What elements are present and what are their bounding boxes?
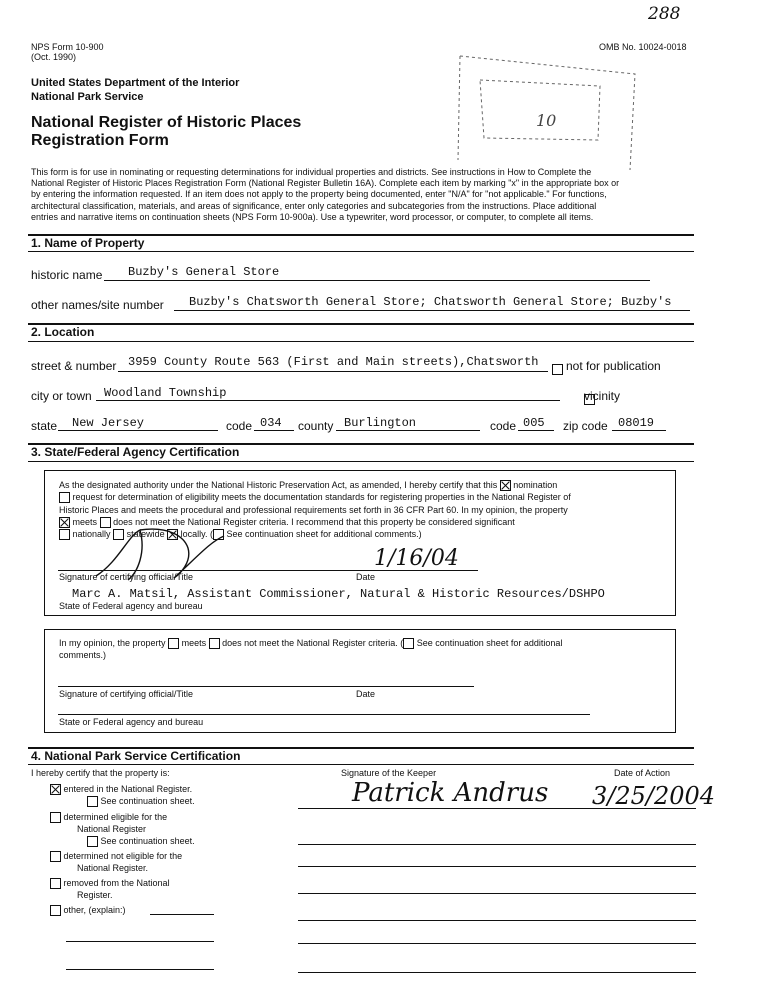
meets-label: meets bbox=[72, 517, 98, 527]
other-option bbox=[50, 905, 126, 916]
signed-date: 1/16/04 bbox=[374, 546, 459, 571]
keeper-line bbox=[298, 893, 696, 894]
received-stamp bbox=[440, 40, 650, 180]
cert-text: does not meet the National Register criteria. I recommend that this property be considered significant bbox=[113, 517, 515, 527]
rule bbox=[28, 461, 694, 462]
form-title bbox=[31, 114, 301, 150]
nationally-label: nationally bbox=[72, 529, 111, 539]
date-2-label: Date bbox=[356, 689, 376, 699]
not-for-publication-checkbox[interactable] bbox=[552, 364, 563, 375]
intro-line: National Register of Historic Places Registration Form (National Register Bulletin 16A). Complete each item by marking "x" in the appropriate box or bbox=[31, 178, 620, 189]
county-label: county bbox=[298, 419, 334, 433]
opinion-see-label: See continuation sheet for additional bbox=[416, 638, 563, 648]
cert-text: As the designated authority under the National Historic Preservation Act, as amended, I hereby certify that this bbox=[59, 480, 498, 490]
form-title-line-1: National Register of Historic Places bbox=[31, 114, 302, 131]
form-title-line-2: Registration Form bbox=[31, 132, 169, 149]
street-label: street & number bbox=[31, 359, 117, 373]
statewide-label: statewide bbox=[126, 529, 165, 539]
keeper-line bbox=[298, 866, 696, 867]
entered-option bbox=[50, 784, 192, 795]
opinion-line-1 bbox=[59, 638, 562, 649]
zip-label: zip code bbox=[563, 419, 608, 433]
entered-label: entered in the National Register. bbox=[63, 784, 193, 794]
intro-line: by entering the information requested. If an item does not apply to the property being documented, enter "N/A" for "not applicable." For functions, bbox=[31, 189, 607, 200]
other-checkbox[interactable] bbox=[50, 905, 61, 916]
certify-label: I hereby certify that the property is: bbox=[31, 768, 170, 778]
cert-line-2 bbox=[59, 492, 571, 503]
other-line bbox=[66, 969, 214, 970]
det-eligible-continuation bbox=[87, 836, 195, 847]
other-label: other, (explain:) bbox=[63, 905, 126, 915]
county-value[interactable]: Burlington bbox=[344, 416, 417, 430]
det-eligible-continuation-checkbox[interactable] bbox=[87, 836, 98, 847]
locally-label: locally. ( bbox=[180, 529, 213, 539]
det-eligible-option bbox=[50, 812, 167, 823]
state-code-label: code bbox=[226, 419, 253, 433]
det-eligible-continuation-label: See continuation sheet. bbox=[100, 836, 195, 846]
request-determination-checkbox[interactable] bbox=[59, 492, 70, 503]
agency-line-1: United States Department of the Interior bbox=[31, 77, 240, 89]
entered-continuation-checkbox[interactable] bbox=[87, 796, 98, 807]
historic-name-value[interactable]: Buzby's General Store bbox=[128, 265, 280, 279]
cert-line-1 bbox=[59, 480, 557, 491]
rule bbox=[28, 323, 694, 325]
entered-continuation bbox=[87, 796, 195, 807]
see-continuation-label: See continuation sheet for additional comments.) bbox=[226, 529, 422, 539]
opinion-meets-checkbox[interactable] bbox=[168, 638, 179, 649]
keeper-line bbox=[298, 844, 696, 845]
signature-line bbox=[58, 686, 474, 687]
corner-mark: 288 bbox=[648, 4, 681, 24]
det-not-eligible-label-2: National Register. bbox=[77, 863, 149, 873]
entered-checkbox[interactable] bbox=[50, 784, 61, 795]
agency-heading bbox=[31, 76, 239, 104]
signature-line bbox=[58, 714, 590, 715]
keeper-line bbox=[298, 943, 696, 944]
agency-line-2: National Park Service bbox=[31, 91, 144, 103]
removed-checkbox[interactable] bbox=[50, 878, 61, 889]
intro-line: entries and narrative items on continuation sheets (NPS Form 10-900a). Use a typewriter, word processor, or computer, to complete all items. bbox=[31, 211, 594, 222]
other-line bbox=[150, 914, 214, 915]
not-for-publication-label: not for publication bbox=[566, 359, 661, 373]
signature-label: Signature of certifying official/Title bbox=[59, 572, 194, 582]
opinion-not-meet-checkbox[interactable] bbox=[209, 638, 220, 649]
zip-value[interactable]: 08019 bbox=[618, 416, 655, 430]
historic-name-label: historic name bbox=[31, 268, 103, 282]
opinion-text: does not meet the National Register criteria. ( bbox=[222, 638, 404, 648]
state-label: state bbox=[31, 419, 58, 433]
rule bbox=[28, 251, 694, 252]
county-code-value[interactable]: 005 bbox=[523, 416, 545, 430]
other-line bbox=[66, 941, 214, 942]
keeper-signature: Patrick Andrus bbox=[352, 778, 549, 808]
omb-number: OMB No. 10024-0018 bbox=[599, 42, 687, 52]
intro-paragraph bbox=[31, 167, 731, 223]
opinion-see-continuation-checkbox[interactable] bbox=[403, 638, 414, 649]
entered-continuation-label: See continuation sheet. bbox=[100, 796, 195, 806]
field-line bbox=[118, 371, 548, 372]
field-line bbox=[254, 430, 294, 431]
opinion-text: In my opinion, the property bbox=[59, 638, 166, 648]
det-not-eligible-checkbox[interactable] bbox=[50, 851, 61, 862]
det-eligible-label: determined eligible for the bbox=[63, 812, 168, 822]
cert-text: request for determination of eligibility meets the documentation standards for registering properties in the National Register of bbox=[72, 492, 571, 502]
official-name: Marc A. Matsil, Assistant Commissioner, Natural & Historic Resources/DSHPO bbox=[72, 587, 605, 601]
other-names-label: other names/site number bbox=[31, 298, 164, 312]
nomination-checkbox[interactable] bbox=[500, 480, 511, 491]
field-line bbox=[58, 430, 218, 431]
keeper-line bbox=[298, 972, 696, 973]
det-not-eligible-label: determined not eligible for the bbox=[63, 851, 183, 861]
date-of-action: 3/25/2004 bbox=[592, 782, 716, 810]
det-eligible-label-2: National Register bbox=[77, 824, 147, 834]
meets-checkbox[interactable] bbox=[59, 517, 70, 528]
keeper-line bbox=[298, 920, 696, 921]
nomination-label: nomination bbox=[513, 480, 558, 490]
form-date: (Oct. 1990) bbox=[31, 52, 77, 62]
opinion-line-2: comments.) bbox=[59, 650, 107, 660]
date-label: Date bbox=[356, 572, 376, 582]
county-code-label: code bbox=[490, 419, 517, 433]
stamp-digits: 10 bbox=[536, 111, 557, 130]
state-code-value[interactable]: 034 bbox=[260, 416, 282, 430]
other-names-value[interactable]: Buzby's Chatsworth General Store; Chatsworth General Store; Buzby's bbox=[189, 295, 672, 309]
agency-2-label: State or Federal agency and bureau bbox=[59, 717, 204, 727]
removed-label: removed from the National bbox=[63, 878, 170, 888]
cert-line-3: Historic Places and meets the procedural and professional requirements set forth in 36 CFR Part 60. In my opinion, the property bbox=[59, 505, 568, 515]
removed-label-2: Register. bbox=[77, 890, 113, 900]
city-value[interactable]: Woodland Township bbox=[104, 386, 227, 400]
section-1-heading: 1. Name of Property bbox=[31, 236, 145, 250]
field-line bbox=[174, 310, 690, 311]
det-eligible-checkbox[interactable] bbox=[50, 812, 61, 823]
signature-2-label: Signature of certifying official/Title bbox=[59, 689, 194, 699]
intro-line: architectural classification, materials, and areas of significance, enter only categories and subcategories from the instructions. Place additional bbox=[31, 200, 597, 211]
field-line bbox=[336, 430, 480, 431]
city-label: city or town bbox=[31, 389, 92, 403]
field-line bbox=[612, 430, 666, 431]
field-line bbox=[96, 400, 560, 401]
vicinity-label: vicinity bbox=[584, 389, 621, 403]
field-line bbox=[518, 430, 554, 431]
form-number: NPS Form 10-900 bbox=[31, 42, 104, 52]
opinion-meets-label: meets bbox=[181, 638, 207, 648]
section-2-heading: 2. Location bbox=[31, 325, 95, 339]
keeper-signature-label: Signature of the Keeper bbox=[341, 768, 437, 778]
det-not-eligible-option bbox=[50, 851, 182, 862]
date-of-action-label: Date of Action bbox=[614, 768, 671, 778]
removed-option bbox=[50, 878, 170, 889]
intro-line: This form is for use in nominating or requesting determinations for individual properties and districts. See instructions in How to Complete the bbox=[31, 167, 592, 177]
agency-label: State of Federal agency and bureau bbox=[59, 601, 203, 611]
keeper-line bbox=[298, 808, 696, 809]
nationally-checkbox[interactable] bbox=[59, 529, 70, 540]
section-4-heading: 4. National Park Service Certification bbox=[31, 749, 241, 763]
field-line bbox=[104, 280, 650, 281]
rule bbox=[28, 764, 694, 765]
section-3-heading: 3. State/Federal Agency Certification bbox=[31, 445, 240, 459]
street-value[interactable]: 3959 County Route 563 (First and Main streets),Chatsworth bbox=[128, 355, 539, 369]
state-value[interactable]: New Jersey bbox=[72, 416, 145, 430]
form-id bbox=[31, 42, 104, 62]
rule bbox=[28, 341, 694, 342]
